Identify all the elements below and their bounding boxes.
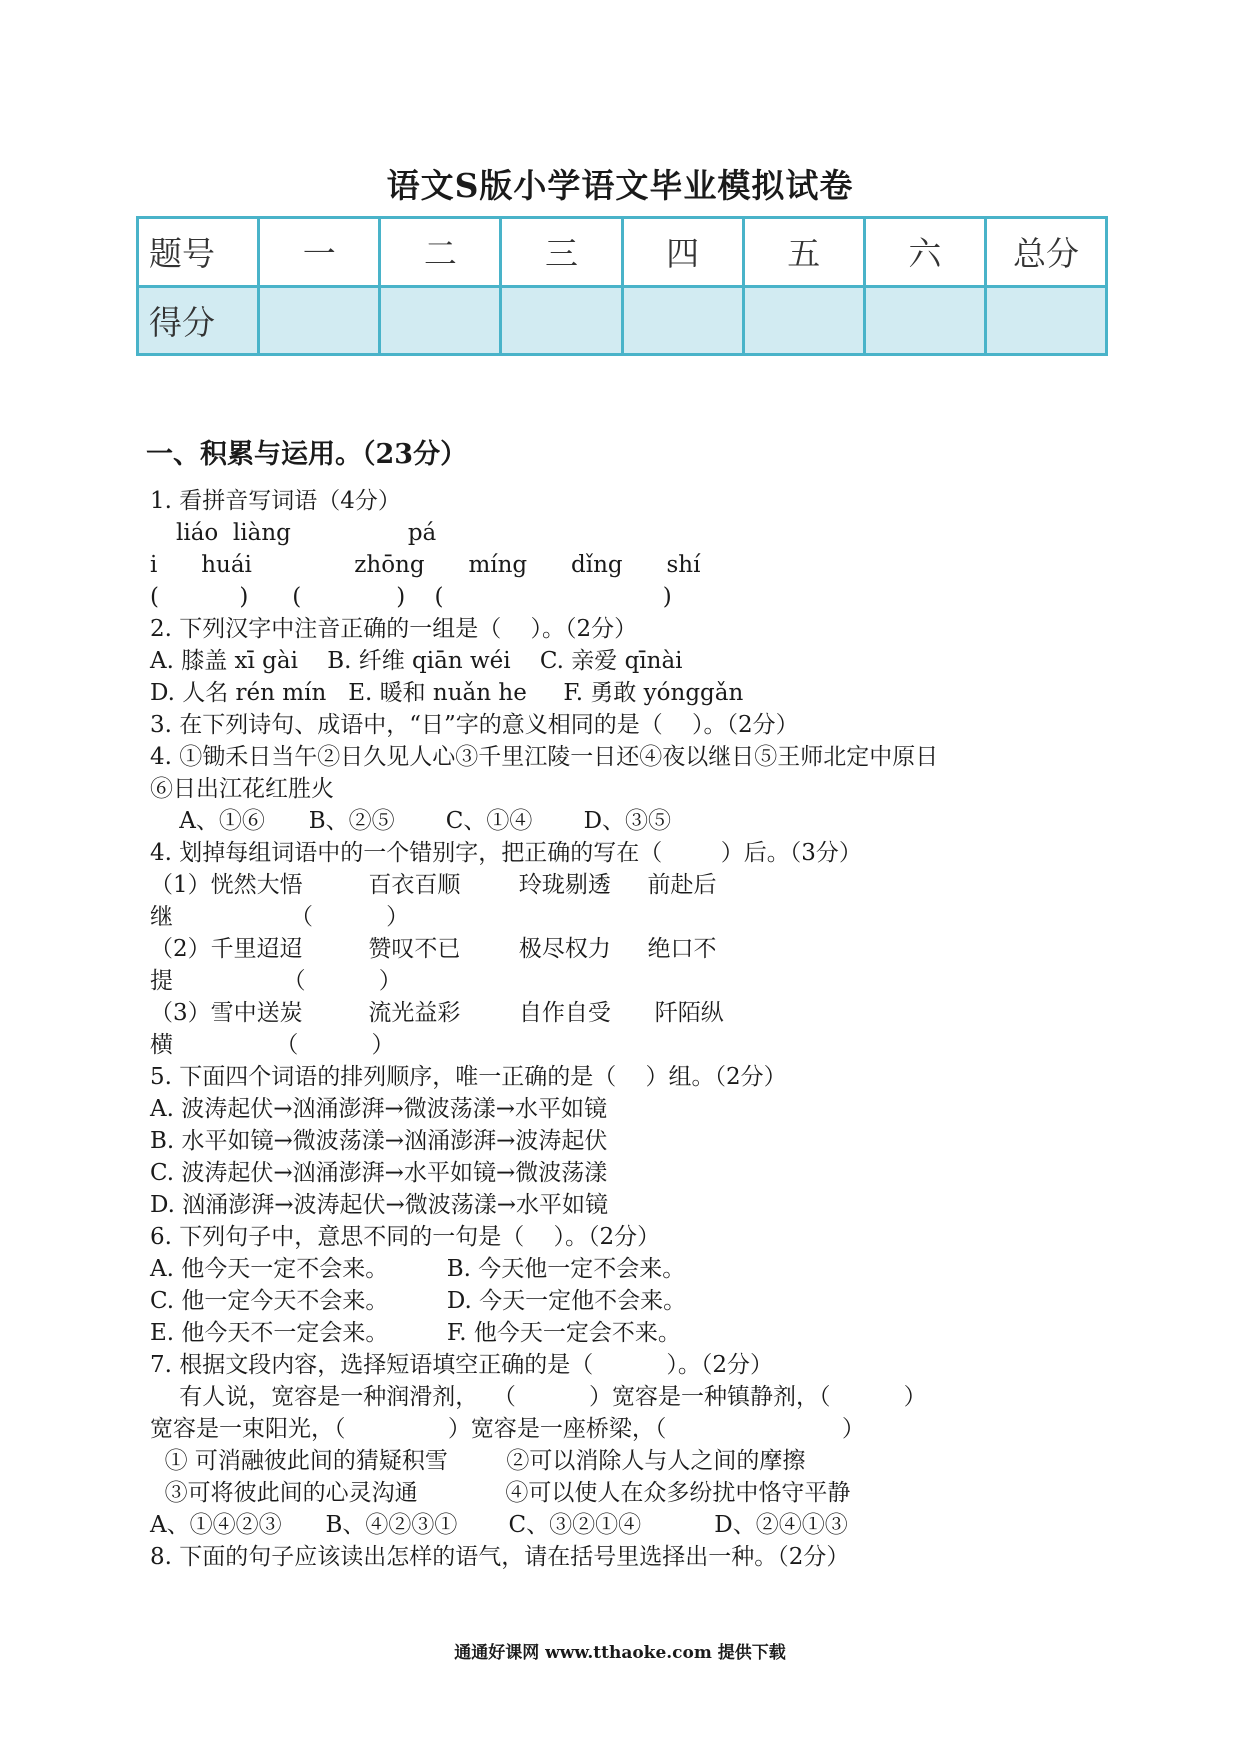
word-group: 横 （ ） <box>150 1032 395 1058</box>
word-group: （2）千里迢迢 赞叹不已 极尽权力 绝口不 <box>150 936 717 962</box>
header-cell: 三 <box>501 218 622 287</box>
score-cell <box>501 286 622 355</box>
pinyin-line: liáo liàng pá <box>176 520 437 546</box>
option-line: A. 膝盖 xī gài B. 纤维 qiān wéi C. 亲爱 qīnài <box>150 648 683 674</box>
question-line: 4. 划掉每组词语中的一个错别字，把正确的写在（ ）后。（3分） <box>150 840 862 866</box>
passage-line: 有人说，宽容是一种润滑剂， （ ）宽容是一种镇静剂，（ ） <box>150 1384 927 1410</box>
option-line: A. 他今天一定不会来。 B. 今天他一定不会来。 <box>150 1256 686 1282</box>
score-table-header-row <box>138 218 1107 287</box>
section-heading: 一、积累与运用。（23分） <box>146 439 468 470</box>
option-line: E. 他今天不一定会来。 F. 他今天一定会不来。 <box>150 1320 681 1346</box>
header-cell: 四 <box>622 218 743 287</box>
answer-blanks: ( ) ( ) ( ) <box>150 584 672 610</box>
score-table <box>136 216 1108 356</box>
word-group: 继 （ ） <box>150 904 410 930</box>
score-cell <box>864 286 985 355</box>
option-line: C. 波涛起伏→汹涌澎湃→水平如镜→微波荡漾 <box>150 1160 608 1186</box>
word-group: 提 （ ） <box>150 968 402 994</box>
footer-credit: 通通好课网 www.tthaoke.com 提供下载 <box>454 1643 786 1663</box>
option-line: A、①④②③ B、④②③① C、③②①④ D、②④①③ <box>150 1512 848 1538</box>
question-line: 6. 下列句子中，意思不同的一句是（ ）。（2分） <box>150 1224 661 1250</box>
score-cell <box>380 286 501 355</box>
row-label: 得分 <box>138 286 259 355</box>
option-line: A、①⑥ B、②⑤ C、①④ D、③⑤ <box>150 808 672 834</box>
question-line: 1. 看拼音写词语（4分） <box>150 488 401 514</box>
question-line: 7. 根据文段内容，选择短语填空正确的是（ ）。（2分） <box>150 1352 773 1378</box>
phrase-options: ③可将彼此间的心灵沟通 ④可以使人在众多纷扰中恪守平静 <box>150 1480 851 1506</box>
passage-line: 宽容是一束阳光，（ ）宽容是一座桥梁，（ ） <box>150 1416 865 1442</box>
option-line: D. 人名 rén mín E. 暖和 nuǎn he F. 勇敢 yónggǎn <box>150 680 744 706</box>
option-line: C. 他一定今天不会来。 D. 今天一定他不会来。 <box>150 1288 687 1314</box>
header-cell: 五 <box>743 218 864 287</box>
header-cell: 二 <box>380 218 501 287</box>
option-line: A. 波涛起伏→汹涌澎湃→微波荡漾→水平如镜 <box>150 1096 608 1122</box>
question-line: 5. 下面四个词语的排列顺序，唯一正确的是（ ）组。（2分） <box>150 1064 787 1090</box>
score-cell <box>985 286 1106 355</box>
phrase-options: ① 可消融彼此间的猜疑积雪 ②可以消除人与人之间的摩擦 <box>150 1448 806 1474</box>
option-line: D. 汹涌澎湃→波涛起伏→微波荡漾→水平如镜 <box>150 1192 609 1218</box>
header-cell: 一 <box>259 218 380 287</box>
pinyin-line: i huái zhōng míng dǐng shí <box>150 552 701 578</box>
word-group: （1）恍然大悟 百衣百顺 玲珑剔透 前赴后 <box>150 872 717 898</box>
header-cell: 六 <box>864 218 985 287</box>
question-line: 4. ①锄禾日当午②日久见人心③千里江陵一日还④夜以继日⑤王师北定中原日 <box>150 744 939 770</box>
header-cell: 题号 <box>138 218 259 287</box>
header-cell: 总分 <box>985 218 1106 287</box>
score-cell <box>259 286 380 355</box>
word-group: （3）雪中送炭 流光益彩 自作自受 阡陌纵 <box>150 1000 724 1026</box>
question-line: 3. 在下列诗句、成语中，“日”字的意义相同的是（ ）。（2分） <box>150 712 799 738</box>
score-table-score-row <box>138 286 1107 355</box>
question-line: ⑥日出江花红胜火 <box>150 776 334 802</box>
score-cell <box>622 286 743 355</box>
option-line: B. 水平如镜→微波荡漾→汹涌澎湃→波涛起伏 <box>150 1128 608 1154</box>
exam-title: 语文S版小学语文毕业模拟试卷 <box>386 166 854 205</box>
question-line: 8. 下面的句子应该读出怎样的语气，请在括号里选择出一种。（2分） <box>150 1544 850 1570</box>
question-line: 2. 下列汉字中注音正确的一组是（ ）。（2分） <box>150 616 638 642</box>
score-cell <box>743 286 864 355</box>
